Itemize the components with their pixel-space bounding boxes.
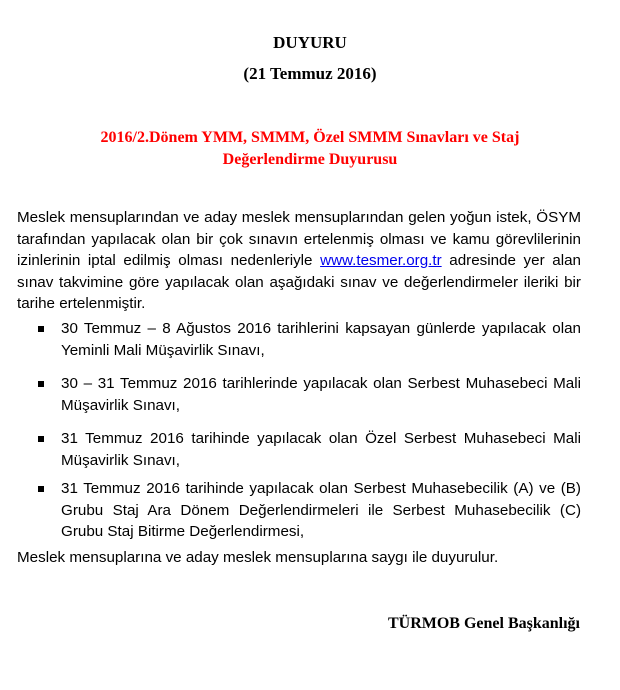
intro-text-after-link: adresinde yer alan sınav takvimine göre yapılacak olan aşağıdaki sınav ve değerlendirmeler ileriki bir tarihe ertelenmiştir. (17, 252, 581, 312)
square-bullet-icon (38, 486, 44, 492)
intro-paragraph (17, 207, 581, 315)
square-bullet-icon (38, 436, 44, 442)
list-item-text: 30 Temmuz – 8 Ağustos 2016 tarihlerini kapsayan günlerde yapılacak olan Yeminli Mali Müşavirlik Sınavı, (61, 320, 581, 359)
square-bullet-icon (38, 381, 44, 387)
closing-sentence: Meslek mensuplarına ve aday meslek mensuplarına saygı ile duyurulur. (17, 549, 499, 566)
list-item-text: 30 – 31 Temmuz 2016 tarihlerinde yapılacak olan Serbest Muhasebeci Mali Müşavirlik Sınavı, (61, 375, 581, 414)
tesmer-link[interactable]: www.tesmer.org.tr (320, 252, 442, 269)
intro-text-before-link: Meslek mensuplarından ve aday meslek mensuplarından gelen yoğun istek, ÖSYM tarafından yapılacak olan bir çok sınavın ertelenmiş olması ve kamu görevlilerinin izinlerinin iptal edilmiş olması nedenleriyle (17, 209, 581, 269)
signature: TÜRMOB Genel Başkanlığı (387, 615, 580, 632)
list-item-text: 31 Temmuz 2016 tarihinde yapılacak olan Serbest Muhasebecilik (A) ve (B) Grubu Staj Ara Dönem Değerlendirmeleri ile Serbest Muhasebecilik (C) Grubu Staj Bitirme Değerlendirmesi, (61, 480, 581, 540)
list-item-text: 31 Temmuz 2016 tarihinde yapılacak olan Özel Serbest Muhasebeci Mali Müşavirlik Sınavı, (61, 430, 581, 469)
announcement-subject: 2016/2.Dönem YMM, SMMM, Özel SMMM Sınavları ve Staj Değerlendirme Duyurusu (100, 129, 520, 168)
document-title: DUYURU (273, 33, 347, 52)
document-date: (21 Temmuz 2016) (243, 64, 377, 83)
square-bullet-icon (38, 326, 44, 332)
